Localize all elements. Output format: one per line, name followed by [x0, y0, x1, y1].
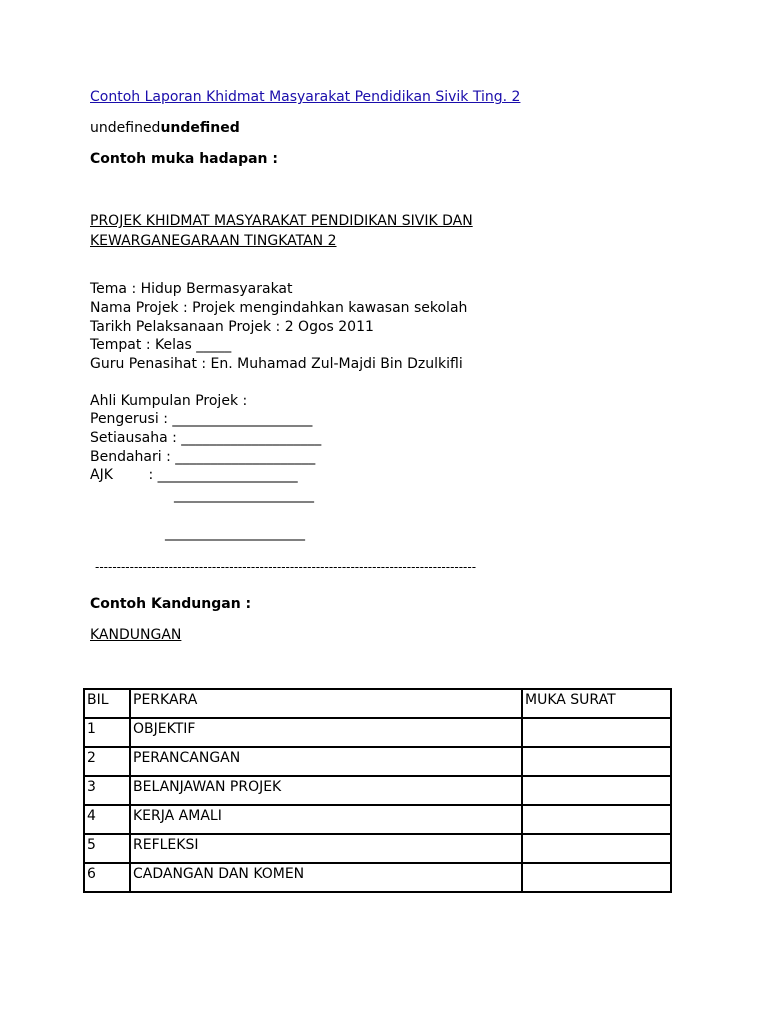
- table-cell-perkara: CADANGAN DAN KOMEN: [130, 863, 522, 892]
- table-row: [84, 805, 671, 834]
- table-row: [84, 718, 671, 747]
- detail-guru-penasihat: Guru Penasihat : En. Muhamad Zul-Majdi Bin Dzulkifli: [90, 356, 463, 372]
- header-bil: BIL: [84, 689, 130, 718]
- member-setiausaha: Setiausaha : ____________________: [90, 430, 322, 446]
- member-pengerusi: Pengerusi : ____________________: [90, 411, 313, 427]
- table-cell-perkara: PERANCANGAN: [130, 747, 522, 776]
- table-cell-bil: 2: [84, 747, 130, 776]
- contents-table: [83, 688, 672, 893]
- table-cell-muka-surat: [522, 747, 671, 776]
- front-page-heading: Contoh muka hadapan :: [90, 151, 278, 167]
- table-row: [84, 834, 671, 863]
- table-cell-muka-surat: [522, 863, 671, 892]
- table-cell-perkara: OBJEKTIF: [130, 718, 522, 747]
- table-cell-muka-surat: [522, 834, 671, 863]
- undefined-plain: undefined: [90, 120, 161, 136]
- table-cell-bil: 3: [84, 776, 130, 805]
- project-title-line-1: PROJEK KHIDMAT MASYARAKAT PENDIDIKAN SIVIK DAN: [90, 213, 473, 229]
- member-ajk: AJK : ____________________: [90, 467, 298, 483]
- table-row: [84, 747, 671, 776]
- report-link[interactable]: Contoh Laporan Khidmat Masyarakat Pendidikan Sivik Ting. 2: [90, 89, 521, 105]
- member-blank-line-2: ____________________: [165, 525, 305, 541]
- table-cell-muka-surat: [522, 718, 671, 747]
- undefined-line: [90, 119, 240, 137]
- table-cell-bil: 6: [84, 863, 130, 892]
- header-muka-surat: MUKA SURAT: [522, 689, 671, 718]
- table-cell-perkara: BELANJAWAN PROJEK: [130, 776, 522, 805]
- table-header-row: [84, 689, 671, 718]
- contents-heading: Contoh Kandungan :: [90, 596, 252, 612]
- contents-title: KANDUNGAN: [90, 627, 182, 643]
- table-cell-bil: 4: [84, 805, 130, 834]
- detail-tempat: Tempat : Kelas _____: [90, 337, 232, 353]
- table-cell-bil: 5: [84, 834, 130, 863]
- detail-tarikh: Tarikh Pelaksanaan Projek : 2 Ogos 2011: [90, 319, 374, 335]
- table-cell-perkara: REFLEKSI: [130, 834, 522, 863]
- detail-tema: Tema : Hidup Bermasyarakat: [90, 281, 293, 297]
- separator-line: ----------------------------------------------------------------------------------------: [95, 560, 477, 574]
- table-cell-muka-surat: [522, 776, 671, 805]
- members-heading: Ahli Kumpulan Projek :: [90, 393, 248, 409]
- member-blank-line-1: ____________________: [174, 487, 314, 503]
- table-row: [84, 863, 671, 892]
- table-cell-perkara: KERJA AMALI: [130, 805, 522, 834]
- table-cell-muka-surat: [522, 805, 671, 834]
- table-cell-bil: 1: [84, 718, 130, 747]
- undefined-bold: undefined: [160, 120, 240, 136]
- header-perkara: PERKARA: [130, 689, 522, 718]
- member-bendahari: Bendahari : ____________________: [90, 449, 316, 465]
- project-title-line-2: KEWARGANEGARAAN TINGKATAN 2: [90, 233, 337, 249]
- detail-nama-projek: Nama Projek : Projek mengindahkan kawasan sekolah: [90, 300, 468, 316]
- table-row: [84, 776, 671, 805]
